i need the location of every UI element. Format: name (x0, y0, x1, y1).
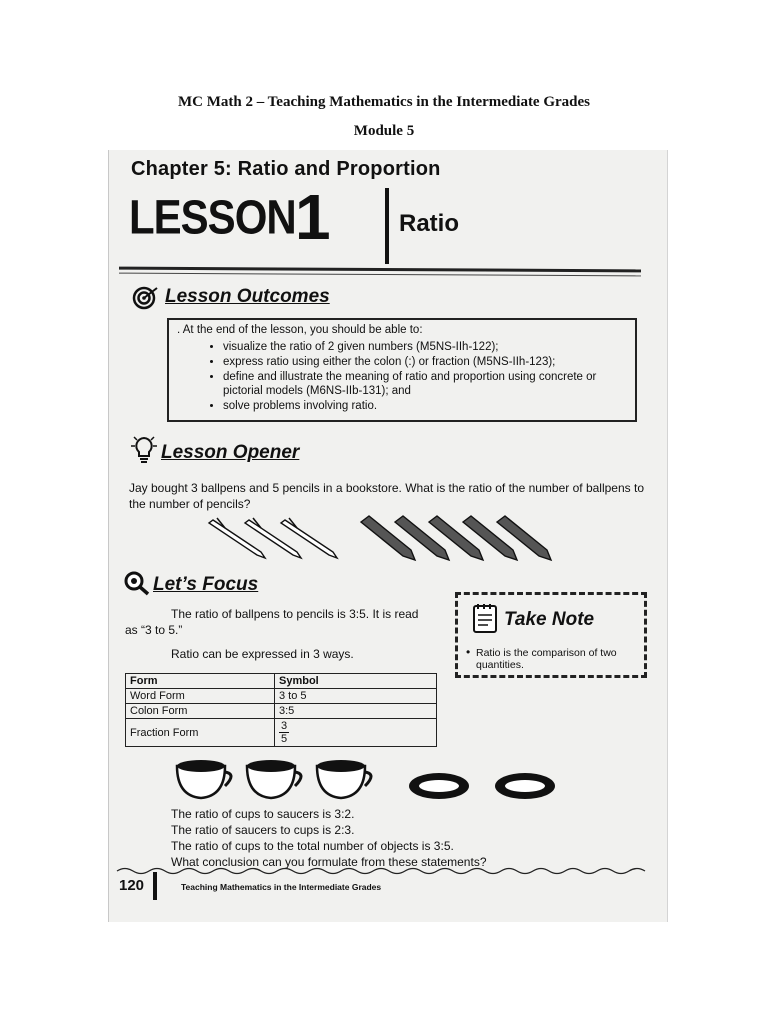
bullet-icon: • (466, 645, 471, 659)
table-cell-form: Word Form (126, 689, 275, 704)
table-row (126, 719, 437, 747)
footer-book-title: Teaching Mathematics in the Intermediate Grades (181, 882, 382, 892)
fraction-numerator: 3 (281, 720, 288, 732)
saucer-icon (495, 773, 555, 799)
table-row (126, 704, 437, 719)
magnifier-icon (123, 570, 151, 596)
take-note-box (455, 592, 647, 678)
cups-illustration (173, 756, 393, 804)
outcomes-box (167, 318, 637, 422)
statement-line: The ratio of cups to saucers is 3:2. (171, 807, 355, 821)
take-note-text: Ratio is the comparison of two quantities. (476, 647, 617, 671)
statement-line: What conclusion can you formulate from these statements? (171, 855, 487, 869)
fraction-denominator: 5 (281, 733, 288, 745)
outcome-item: • define and illustrate the meaning of ratio and proportion using concrete or pictorial models (M6NS-IIb-131); and (223, 370, 627, 398)
pencils-illustration (359, 516, 539, 566)
course-title: MC Math 2 – Teaching Mathematics in the Intermediate Grades (177, 94, 591, 110)
wavy-rule (117, 866, 647, 876)
statement-line: The ratio of cups to the total number of objects is 3:5. (171, 839, 454, 853)
footer-divider (153, 872, 157, 900)
outcome-item: • solve problems involving ratio. (223, 399, 627, 413)
saucer-icon (409, 773, 469, 799)
outcomes-list (177, 340, 627, 413)
table-cell-form: Colon Form (126, 704, 275, 719)
notepad-icon (472, 603, 498, 633)
lesson-number: 1 (295, 181, 331, 253)
chapter-title: Chapter 5: Ratio and Proportion (131, 158, 441, 180)
table-cell-symbol: 3 to 5 (275, 689, 437, 704)
focus-heading: Let’s Focus (153, 574, 259, 595)
opener-heading: Lesson Opener (161, 442, 300, 463)
ballpens-illustration (209, 512, 349, 562)
header-rule (119, 267, 641, 273)
cup-icon (247, 760, 301, 798)
outcome-item: • visualize the ratio of 2 given numbers (M5NS-IIh-122); (223, 340, 627, 354)
table-cell-symbol: 3:5 (275, 704, 437, 719)
focus-line-1: The ratio of ballpens to pencils is 3:5. It is read as “3 to 5.” (125, 607, 419, 637)
table-row (126, 689, 437, 704)
table-cell-symbol (275, 719, 437, 747)
ballpen-icon (209, 518, 265, 558)
outcome-item: • express ratio using either the colon (:) or fraction (M5NS-IIh-123); (223, 355, 627, 369)
cup-icon (317, 760, 371, 798)
cups-statements (171, 806, 487, 870)
scanned-page (108, 150, 668, 922)
outcomes-heading: Lesson Outcomes (165, 286, 330, 307)
title-divider (385, 188, 389, 264)
cup-icon (177, 760, 231, 798)
statement-line: The ratio of saucers to cups is 2:3. (171, 823, 355, 837)
module-label: Module 5 (353, 123, 415, 139)
table-header-row (126, 674, 437, 689)
saucers-illustration (405, 770, 565, 806)
lesson-title: Ratio (399, 210, 459, 237)
target-icon (131, 286, 159, 310)
page-number: 120 (119, 877, 145, 894)
table-header-symbol: Symbol (275, 674, 437, 689)
fraction (279, 720, 289, 745)
focus-line-2: Ratio can be expressed in 3 ways. (171, 647, 354, 661)
header-rule-thin (119, 273, 641, 277)
table-header-form: Form (126, 674, 275, 689)
ratio-forms-table (125, 673, 437, 747)
take-note-heading: Take Note (504, 609, 595, 630)
outcomes-intro: . At the end of the lesson, you should be able to: (177, 324, 423, 336)
lesson-word: LESSON (129, 190, 296, 245)
opener-text: Jay bought 3 ballpens and 5 pencils in a bookstore. What is the ratio of the number of ballpens to the number of pencils? (129, 481, 644, 511)
lightbulb-icon (129, 434, 159, 464)
table-cell-form: Fraction Form (126, 719, 275, 747)
